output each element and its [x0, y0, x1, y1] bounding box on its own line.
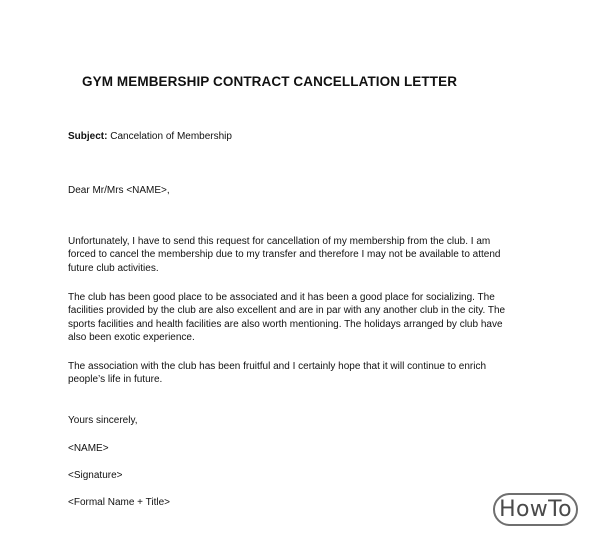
formal-name-placeholder: <Formal Name + Title>: [68, 497, 170, 508]
paragraph-1-line: Unfortunately, I have to send this request for cancellation of my membership from the club. I am: [68, 236, 491, 247]
paragraph-3-line: The association with the club has been fruitful and I certainly hope that it will continue to enrich: [68, 361, 487, 372]
paragraph-2-line: The club has been good place to be associated and it has been a good place for socializing. The: [68, 292, 495, 303]
paragraph-2-line: sports facilities and health facilities are also worth mentioning. The holidays arranged by club have: [68, 318, 503, 330]
name-placeholder: <NAME>: [68, 443, 109, 454]
subject-line: [68, 131, 232, 142]
howto-logo: HowTo: [493, 493, 578, 526]
paragraph-3-line: people’s life in future.: [68, 374, 163, 386]
paragraph-2: [68, 291, 528, 345]
greeting: Dear Mr/Mrs <NAME>,: [68, 185, 170, 196]
paragraph-1: [68, 235, 528, 275]
letter-title: GYM MEMBERSHIP CONTRACT CANCELLATION LETTER: [82, 74, 458, 89]
paragraph-1-line: future club activities.: [68, 262, 159, 274]
paragraph-3: [68, 360, 528, 387]
signature-placeholder: <Signature>: [68, 470, 123, 481]
closing: Yours sincerely,: [68, 415, 138, 426]
subject-text: Cancelation of Membership: [110, 131, 232, 142]
paragraph-1-line: forced to cancel the membership due to my transfer and therefore I may not be available to attend: [68, 249, 501, 261]
paragraph-2-line: also been exotic experience.: [68, 332, 195, 344]
subject-label: Subject:: [68, 131, 108, 142]
paragraph-2-line: facilities provided by the club are also excellent and are in par with any another club in the city. The: [68, 305, 506, 317]
